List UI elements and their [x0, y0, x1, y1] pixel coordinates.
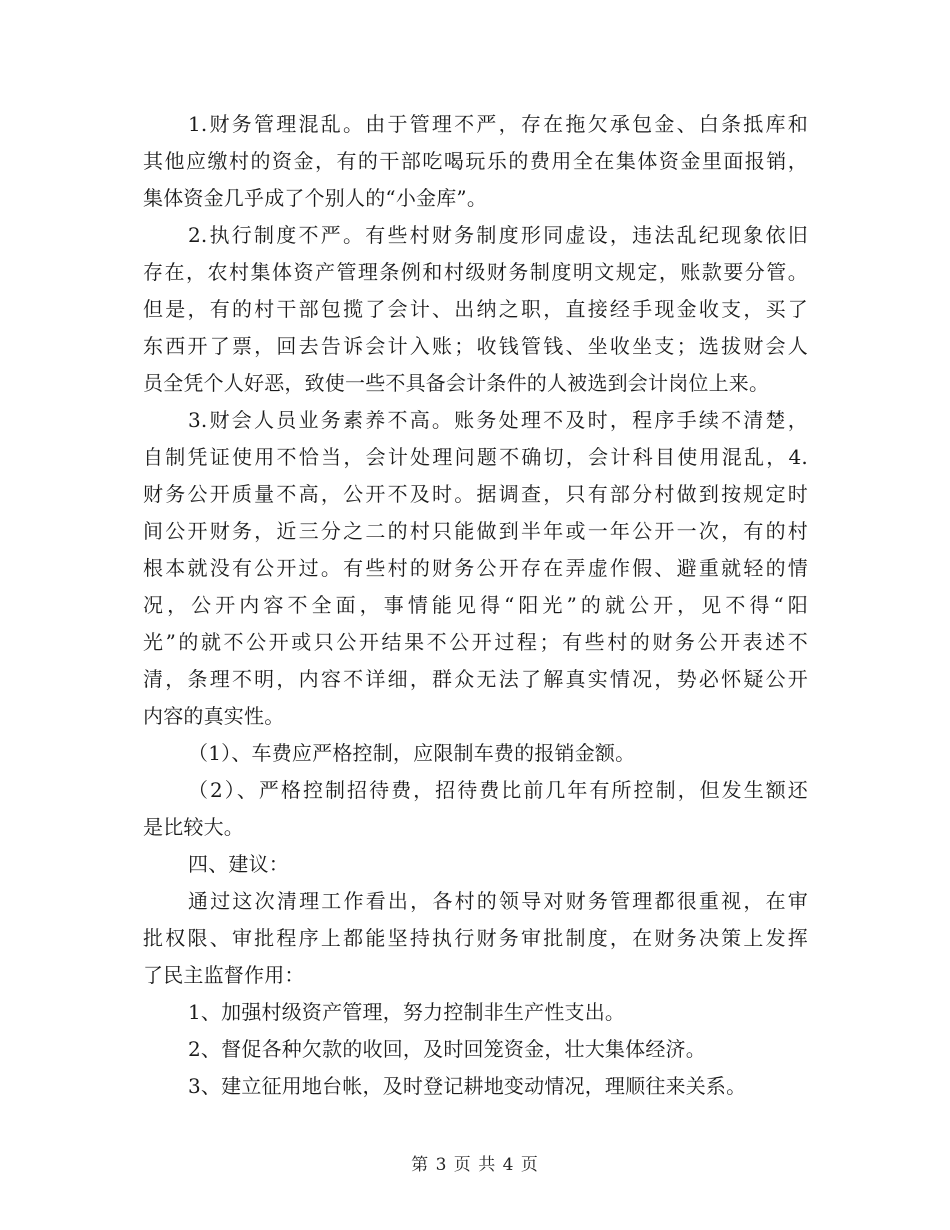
text-line: 但是，有的村干部包揽了会计、出纳之职，直接经手现金收支，买了	[143, 297, 808, 321]
text-line: 2.执行制度不严。有些村财务制度形同虚设，违法乱纪现象依旧	[188, 223, 808, 247]
text-line: 财务公开质量不高，公开不及时。据调查，只有部分村做到按规定时	[143, 482, 808, 506]
text-line: （2）、严格控制招待费，招待费比前几年有所控制，但发生额还	[188, 778, 808, 802]
text-line: 光”的就不公开或只公开结果不公开过程；有些村的财务公开表述不	[143, 630, 808, 654]
text-line: 根本就没有公开过。有些村的财务公开存在弄虚作假、避重就轻的情	[143, 556, 808, 580]
text-line: 东西开了票，回去告诉会计入账；收钱管钱、坐收坐支；选拔财会人	[143, 334, 808, 358]
text-line: 自制凭证使用不恰当，会计处理问题不确切，会计科目使用混乱，4.	[143, 445, 808, 469]
text-line: 集体资金几乎成了个别人的“小金库”。	[143, 186, 488, 210]
text-line: （1）、车费应严格控制，应限制车费的报销金额。	[188, 741, 636, 765]
text-line: 是比较大。	[143, 815, 244, 839]
text-line: 存在，农村集体资产管理条例和村级财务制度明文规定，账款要分管。	[143, 260, 808, 284]
text-line: 通过这次清理工作看出，各村的领导对财务管理都很重视，在审	[188, 889, 808, 913]
text-line: 四、建议：	[188, 852, 289, 876]
text-line: 其他应缴村的资金，有的干部吃喝玩乐的费用全在集体资金里面报销，	[143, 149, 808, 173]
text-line: 1、加强村级资产管理，努力控制非生产性支出。	[188, 1000, 626, 1024]
text-line: 批权限、审批程序上都能坚持执行财务审批制度，在财务决策上发挥	[143, 926, 808, 950]
text-line: 间公开财务，近三分之二的村只能做到半年或一年公开一次，有的村	[143, 519, 808, 543]
text-line: 内容的真实性。	[143, 704, 285, 728]
text-line: 况，公开内容不全面，事情能见得“阳光”的就公开，见不得“阳	[143, 593, 808, 617]
text-line: 员全凭个人好恶，致使一些不具备会计条件的人被选到会计岗位上来。	[143, 371, 770, 395]
text-line: 清，条理不明，内容不详细，群众无法了解真实情况，势必怀疑公开	[143, 667, 808, 691]
page-footer: 第 3 页 共 4 页	[411, 1155, 539, 1175]
text-line: 3、建立征用地台帐，及时登记耕地变动情况，理顺往来关系。	[188, 1074, 747, 1098]
text-line: 1.财务管理混乱。由于管理不严，存在拖欠承包金、白条抵库和	[188, 112, 808, 136]
document-body	[143, 106, 808, 1105]
text-line: 3.财会人员业务素养不高。账务处理不及时，程序手续不清楚，	[188, 408, 808, 432]
text-line: 2、督促各种欠款的收回，及时回笼资金，壮大集体经济。	[188, 1037, 706, 1061]
text-line: 了民主监督作用：	[143, 963, 305, 987]
